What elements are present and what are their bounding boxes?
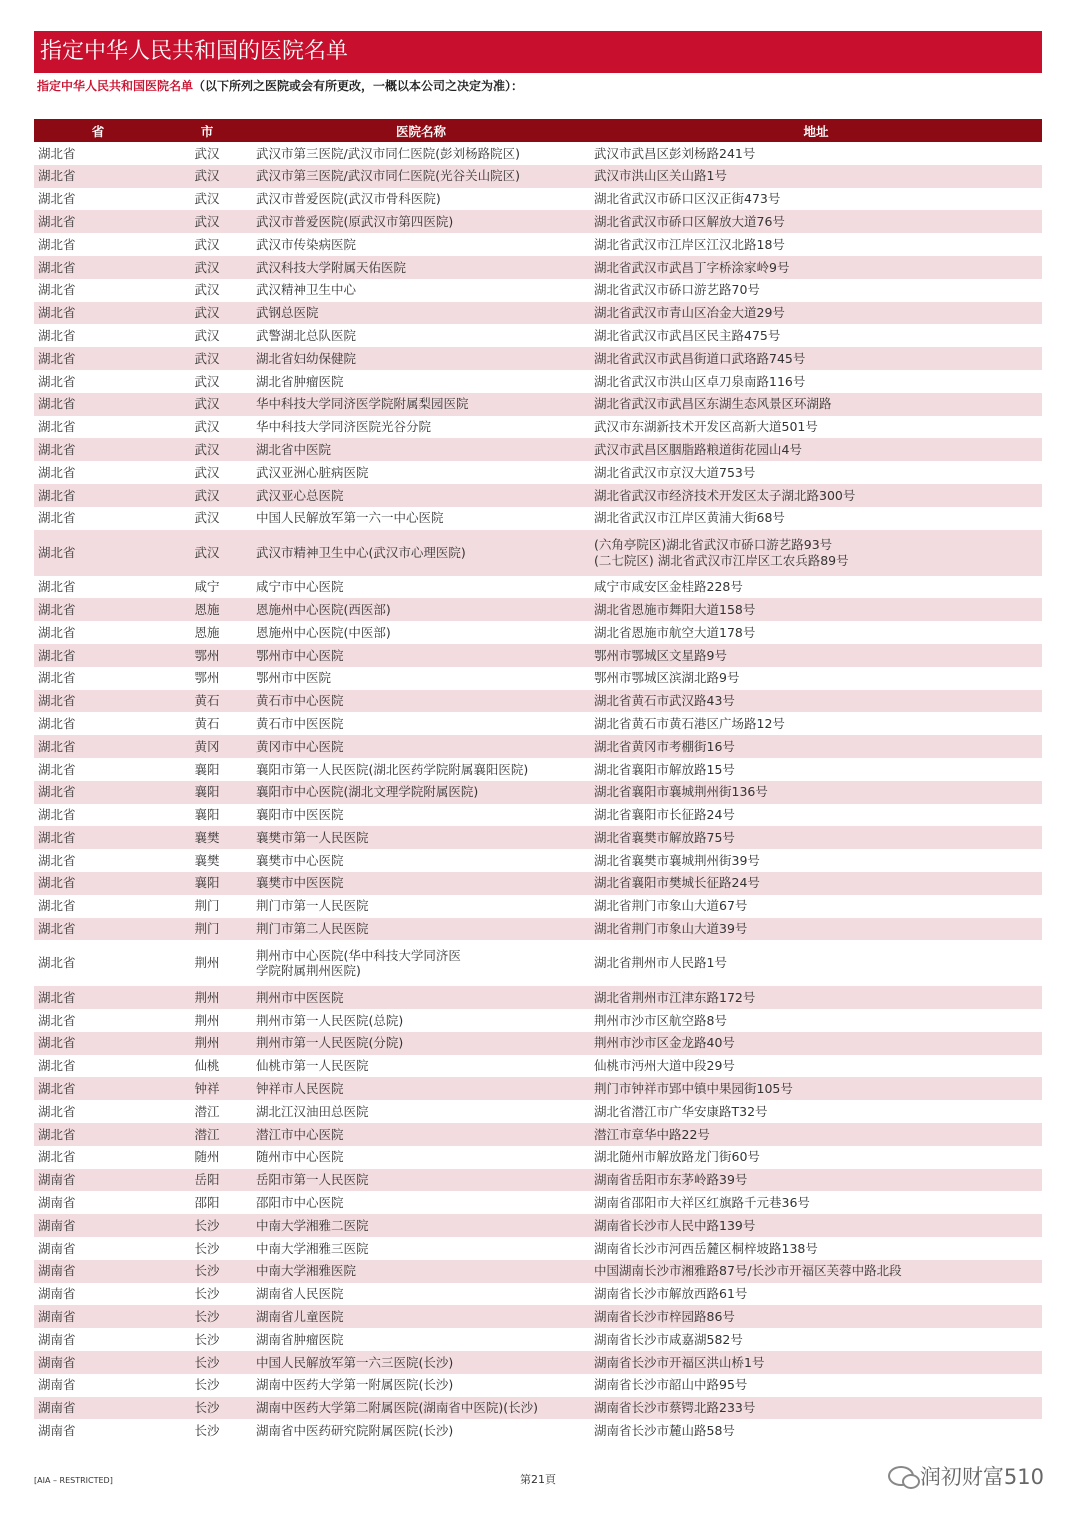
province-cell: 湖南省 [38,1240,76,1256]
address-cell: 湖南省长沙市梓园路86号 [590,1305,1042,1328]
address-cell: 湖北省武汉市洪山区卓刀泉南路116号 [594,373,806,389]
address-cell: 湖南省岳阳市东茅岭路39号 [590,1169,1042,1192]
province-cell: 湖北省 [38,464,76,480]
address-cell: 湖北省潜江市广华安康路T32号 [594,1103,768,1119]
province-cell: 湖北省 [34,530,162,576]
hospital-name-cell: 中南大学湘雅二医院 [252,1214,590,1237]
hospital-name-cell: 中国人民解放军第一六三医院(长沙) [252,1351,590,1374]
province-cell: 湖北省 [38,236,76,252]
table-row [34,1328,1042,1351]
table-header-row [34,119,1042,142]
province-cell: 湖北省 [38,852,76,868]
address-cell: 湖北省武汉市硚口游艺路70号 [594,282,760,298]
hospital-name-cell: 湖南省人民医院 [256,1286,344,1302]
address-cell: 咸宁市咸安区金桂路228号 [594,579,743,595]
table-row [34,324,1042,347]
city-cell: 武汉 [162,484,252,507]
table-row [34,826,1042,849]
province-cell: 湖北省 [34,1123,162,1146]
address-cell: 湖北省黄冈市考棚街16号 [590,735,1042,758]
hospital-name-cell: 湖南中医药大学第一附属医院(长沙) [256,1377,454,1393]
province-cell: 湖北省 [38,624,76,640]
address-cell: 湖北省武汉市江岸区黄浦大街68号 [594,510,785,526]
table-row [34,895,1042,918]
province-cell: 湖北省 [34,1077,162,1100]
address-cell: 湖南省长沙市河西岳麓区桐梓坡路138号 [594,1240,818,1256]
hospital-name-cell: 鄂州市中心医院 [252,644,590,667]
province-cell: 湖北省 [38,1149,76,1165]
table-row [34,735,1042,758]
table-row [34,644,1042,667]
city-cell: 仙桃 [194,1058,220,1074]
table-row [34,393,1042,416]
province-cell: 湖北省 [38,145,76,161]
hospital-name-cell: 中国人民解放军第一六一中心医院 [256,510,444,526]
province-cell: 湖南省 [34,1305,162,1328]
table-row [34,940,1042,986]
city-cell: 长沙 [194,1286,220,1302]
address-cell: 湖南省长沙市韶山中路95号 [594,1377,748,1393]
city-cell: 襄阳 [162,781,252,804]
watermark [888,1461,1044,1491]
province-cell: 湖北省 [34,302,162,325]
province-cell: 湖北省 [34,598,162,621]
table-row [34,918,1042,941]
hospital-name-cell: 岳阳市第一人民医院 [252,1169,590,1192]
table-row [34,1374,1042,1397]
table-row [34,188,1042,211]
hospital-name-cell: 湖南中医药大学第二附属医院(湖南省中医院)(长沙) [252,1397,590,1420]
hospital-name-cell: 华中科技大学同济医学院附属梨园医院 [252,393,590,416]
city-cell: 武汉 [194,464,220,480]
address-cell: 武汉市武昌区彭刘杨路241号 [594,145,756,161]
province-cell: 湖北省 [34,210,162,233]
hospital-name-cell: 荆门市第二人民医院 [252,918,590,941]
address-cell: 湖北省武汉市武昌丁字桥涂家岭9号 [590,256,1042,279]
table-row [34,1351,1042,1374]
hospital-name-cell: 邵阳市中心医院 [256,1195,344,1211]
address-cell: 湖北省荆州市江津东路172号 [590,986,1042,1009]
header-address: 地址 [590,119,1042,142]
hospital-name-cell: 湖南省儿童医院 [252,1305,590,1328]
table-row [34,507,1042,530]
city-cell: 长沙 [162,1397,252,1420]
table-row [34,530,1042,576]
table-row [34,1419,1042,1442]
province-cell: 湖北省 [38,191,76,207]
city-cell: 潜江 [162,1123,252,1146]
watermark-text: 润初财富510 [919,1465,1044,1489]
province-cell: 湖北省 [38,670,76,686]
city-cell: 武汉 [194,327,220,343]
table-row [34,849,1042,872]
city-cell: 长沙 [162,1351,252,1374]
hospital-name-cell: 武汉市传染病医院 [256,236,357,252]
province-cell: 湖北省 [38,1012,76,1028]
hospital-name-cell: 黄石市中医医院 [256,715,344,731]
table-row [34,598,1042,621]
city-cell: 恩施 [194,624,220,640]
province-cell: 湖南省 [34,1397,162,1420]
hospital-name-cell: 武汉亚心总医院 [252,484,590,507]
hospital-name-cell: 荆门市第一人民医院 [256,898,369,914]
table-row [34,690,1042,713]
table-row [34,1305,1042,1328]
city-cell: 荆州 [194,955,220,971]
province-cell: 湖北省 [34,393,162,416]
table-row [34,1077,1042,1100]
hospital-name-cell: 荆州市第一人民医院(总院) [256,1012,404,1028]
hospital-name-cell: 襄阳市中心医院(湖北文理学院附属医院) [252,781,590,804]
subtitle [37,77,523,94]
subtitle-note: （以下所列之医院或会有所更改，一概以本公司之决定为准）： [193,79,524,93]
hospital-name-cell: 武汉市普爱医院(武汉市骨科医院) [256,191,441,207]
address-cell: 荆门市钟祥市郢中镇中果园街105号 [590,1077,1042,1100]
hospital-name-cell: 襄樊市中医医院 [252,872,590,895]
province-cell: 湖北省 [34,484,162,507]
city-cell: 长沙 [194,1240,220,1256]
province-cell: 湖南省 [34,1169,162,1192]
city-cell: 恩施 [162,598,252,621]
hospital-name-cell: 襄阳市第一人民医院(湖北医药学院附属襄阳医院) [256,761,529,777]
address-cell: (六角亭院区)湖北省武汉市硚口游艺路93号 (二七院区) 湖北省武汉市江岸区工农兵路89号 [590,530,1042,576]
city-cell: 长沙 [194,1331,220,1347]
address-cell: 湖南省长沙市解放西路61号 [594,1286,748,1302]
table-row [34,1214,1042,1237]
address-cell: 湖北省荆门市象山大道67号 [594,898,748,914]
hospital-name-cell: 潜江市中心医院 [252,1123,590,1146]
hospital-name-cell: 黄冈市中心医院 [252,735,590,758]
table-row [34,347,1042,370]
address-cell: 湖南省长沙市开福区洪山桥1号 [590,1351,1042,1374]
hospital-name-cell: 恩施州中心医院(西医部) [252,598,590,621]
address-cell: 湖北省武汉市硚口区汉正街473号 [594,191,781,207]
address-cell: 湖北省武汉市经济技术开发区太子湖北路300号 [590,484,1042,507]
province-cell: 湖南省 [34,1260,162,1283]
table-row [34,576,1042,599]
city-cell: 襄阳 [194,807,220,823]
address-cell: 湖北省襄樊市解放路75号 [590,826,1042,849]
city-cell: 邵阳 [194,1195,220,1211]
address-cell: 湖南省长沙市咸嘉湖582号 [594,1331,743,1347]
city-cell: 钟祥 [162,1077,252,1100]
table-row [34,461,1042,484]
city-cell: 黄冈 [162,735,252,758]
address-cell: 湖北省武汉市江岸区江汉北路18号 [594,236,785,252]
city-cell: 鄂州 [194,670,220,686]
city-cell: 潜江 [194,1103,220,1119]
hospital-name-cell: 襄樊市中心医院 [256,852,344,868]
city-cell: 荆州 [162,1032,252,1055]
table-row [34,484,1042,507]
city-cell: 襄阳 [162,872,252,895]
city-cell: 长沙 [162,1260,252,1283]
table-row [34,986,1042,1009]
address-cell: 湖北省荆州市人民路1号 [594,955,727,971]
province-cell: 湖南省 [38,1195,76,1211]
address-cell: 湖北省武汉市京汉大道753号 [594,464,756,480]
city-cell: 长沙 [162,1305,252,1328]
hospital-name-cell: 恩施州中心医院(中医部) [256,624,391,640]
header-province: 省 [34,119,162,142]
address-cell: 鄂州市鄂城区文星路9号 [590,644,1042,667]
hospital-name-cell: 湖北江汉油田总医院 [256,1103,369,1119]
table-row [34,1009,1042,1032]
table-row [34,1032,1042,1055]
province-cell: 湖北省 [34,256,162,279]
province-cell: 湖北省 [34,1032,162,1055]
address-cell: 湖北省武汉市青山区冶金大道29号 [590,302,1042,325]
city-cell: 武汉 [194,236,220,252]
wechat-icon [888,1466,914,1486]
address-cell: 荆州市沙市区金龙路40号 [590,1032,1042,1055]
province-cell: 湖北省 [34,347,162,370]
table-row [34,210,1042,233]
city-cell: 武汉 [162,438,252,461]
hospital-name-cell: 随州市中心医院 [256,1149,344,1165]
hospital-name-cell: 湖北省肿瘤医院 [256,373,344,389]
province-cell: 湖北省 [38,955,76,971]
address-cell: 湖南省长沙市蔡锷北路233号 [590,1397,1042,1420]
header-city: 市 [162,119,252,142]
city-cell: 武汉 [162,302,252,325]
hospital-name-cell: 中南大学湘雅三医院 [256,1240,369,1256]
hospital-name-cell: 仙桃市第一人民医院 [256,1058,369,1074]
province-cell: 湖北省 [34,872,162,895]
address-cell: 武汉市武昌区胭脂路粮道街花园山4号 [590,438,1042,461]
table-row [34,1397,1042,1420]
province-cell: 湖北省 [38,579,76,595]
header-hospital-name: 医院名称 [252,119,590,142]
city-cell: 武汉 [162,530,252,576]
address-cell: 湖北省襄阳市襄城荆州街136号 [590,781,1042,804]
city-cell: 武汉 [162,210,252,233]
table-row [34,256,1042,279]
city-cell: 长沙 [194,1377,220,1393]
city-cell: 武汉 [194,510,220,526]
province-cell: 湖北省 [34,735,162,758]
province-cell: 湖北省 [34,438,162,461]
city-cell: 长沙 [162,1214,252,1237]
classification-label: [AIA – RESTRICTED] [34,1476,113,1485]
city-cell: 长沙 [194,1423,220,1439]
hospital-table [34,119,1042,1442]
address-cell: 武汉市洪山区关山路1号 [590,165,1042,188]
hospital-name-cell: 武警湖北总队医院 [256,327,357,343]
province-cell: 湖北省 [38,1058,76,1074]
table-row [34,781,1042,804]
hospital-name-cell: 湖北省妇幼保健院 [252,347,590,370]
city-cell: 随州 [194,1149,220,1165]
city-cell: 荆州 [194,1012,220,1028]
hospital-name-cell: 湖南省中医药研究院附属医院(长沙) [256,1423,454,1439]
province-cell: 湖北省 [38,898,76,914]
city-cell: 襄樊 [194,852,220,868]
hospital-name-cell: 湖北省中医院 [252,438,590,461]
city-cell: 武汉 [194,373,220,389]
address-cell: 湖北省恩施市舞阳大道158号 [590,598,1042,621]
subtitle-highlight: 指定中华人民共和国医院名单 [37,79,194,93]
address-cell: 湖北随州市解放路龙门街60号 [594,1149,760,1165]
city-cell: 咸宁 [194,579,220,595]
hospital-name-cell: 黄石市中心医院 [252,690,590,713]
province-cell: 湖北省 [38,373,76,389]
address-cell: 湖南省邵阳市大祥区红旗路千元巷36号 [594,1195,810,1211]
hospital-name-cell: 中南大学湘雅医院 [252,1260,590,1283]
city-cell: 武汉 [194,282,220,298]
city-cell: 武汉 [162,256,252,279]
table-row [34,438,1042,461]
address-cell: 荆州市沙市区航空路8号 [594,1012,727,1028]
address-cell: 湖南省长沙市麓山路58号 [594,1423,735,1439]
hospital-name-cell: 荆州市中医医院 [252,986,590,1009]
table-row [34,1123,1042,1146]
address-cell: 湖北省武汉市武昌区东湖生态风景区环湖路 [590,393,1042,416]
address-cell: 湖北省襄樊市襄城荆州街39号 [594,852,760,868]
hospital-name-cell: 襄阳市中医医院 [256,807,344,823]
table-row [34,1260,1042,1283]
province-cell: 湖南省 [38,1423,76,1439]
table-row [34,370,1042,393]
province-cell: 湖北省 [34,918,162,941]
city-cell: 岳阳 [162,1169,252,1192]
table-row [34,416,1042,439]
table-row [34,804,1042,827]
table-row [34,302,1042,325]
city-cell: 襄阳 [194,761,220,777]
hospital-name-cell: 华中科技大学同济医院光谷分院 [256,419,432,435]
table-row [34,1169,1042,1192]
province-cell: 湖北省 [38,807,76,823]
address-cell: 湖北省武汉市硚口区解放大道76号 [590,210,1042,233]
address-cell: 武汉市东湖新技术开发区高新大道501号 [594,419,818,435]
province-cell: 湖北省 [38,1103,76,1119]
province-cell: 湖北省 [38,510,76,526]
city-cell: 黄石 [162,690,252,713]
address-cell: 中国湖南长沙市湘雅路87号/长沙市开福区芙蓉中路北段 [590,1260,1042,1283]
hospital-name-cell: 武汉亚洲心脏病医院 [256,464,369,480]
table-row [34,1237,1042,1260]
table-row [34,142,1042,165]
table-row [34,1146,1042,1169]
province-cell: 湖南省 [38,1331,76,1347]
province-cell: 湖北省 [38,419,76,435]
province-cell: 湖北省 [38,282,76,298]
province-cell: 湖北省 [34,986,162,1009]
hospital-name-cell: 武钢总医院 [252,302,590,325]
address-cell: 湖北省黄石市武汉路43号 [590,690,1042,713]
table-row [34,712,1042,735]
city-cell: 鄂州 [162,644,252,667]
province-cell: 湖北省 [34,690,162,713]
province-cell: 湖北省 [34,165,162,188]
province-cell: 湖北省 [34,644,162,667]
table-row [34,165,1042,188]
province-cell: 湖北省 [38,761,76,777]
hospital-name-cell: 湖南省肿瘤医院 [256,1331,344,1347]
hospital-name-cell: 鄂州市中医院 [256,670,332,686]
city-cell: 武汉 [162,165,252,188]
address-cell: 湖北省襄阳市长征路24号 [594,807,735,823]
province-cell: 湖南省 [38,1286,76,1302]
city-cell: 武汉 [162,393,252,416]
address-cell: 潜江市章华中路22号 [590,1123,1042,1146]
table-row [34,1100,1042,1123]
address-cell: 湖北省武汉市武昌区民主路475号 [594,327,781,343]
hospital-name-cell: 武汉科技大学附属天佑医院 [252,256,590,279]
table-row [34,1283,1042,1306]
city-cell: 荆门 [194,898,220,914]
province-cell: 湖南省 [38,1377,76,1393]
province-cell: 湖南省 [34,1351,162,1374]
hospital-name-cell: 武汉市精神卫生中心(武汉市心理医院) [252,530,590,576]
hospital-name-cell: 荆州市中心医院(华中科技大学同济医 学院附属荆州医院) [256,947,461,979]
city-cell: 黄石 [194,715,220,731]
hospital-name-cell: 荆州市第一人民医院(分院) [252,1032,590,1055]
page-title: 指定中华人民共和国的医院名单 [34,31,1042,73]
hospital-name-cell: 武汉市普爱医院(原武汉市第四医院) [252,210,590,233]
province-cell: 湖北省 [38,327,76,343]
table-row [34,279,1042,302]
table-row [34,233,1042,256]
city-cell: 武汉 [194,191,220,207]
hospital-name-cell: 钟祥市人民医院 [252,1077,590,1100]
address-cell: 湖北省武汉市武昌街道口武珞路745号 [590,347,1042,370]
hospital-name-cell: 襄樊市第一人民医院 [252,826,590,849]
city-cell: 襄樊 [162,826,252,849]
table-row [34,1055,1042,1078]
address-cell: 鄂州市鄂城区滨湖北路9号 [594,670,740,686]
address-cell: 湖北省黄石市黄石港区广场路12号 [594,715,785,731]
city-cell: 武汉 [162,347,252,370]
province-cell: 湖北省 [34,826,162,849]
table-row [34,621,1042,644]
address-cell: 湖南省长沙市人民中路139号 [590,1214,1042,1237]
address-cell: 湖北省襄阳市解放路15号 [594,761,735,777]
address-cell: 湖北省荆门市象山大道39号 [590,918,1042,941]
table-row [34,1191,1042,1214]
province-cell: 湖南省 [34,1214,162,1237]
address-cell: 湖北省襄阳市樊城长征路24号 [590,872,1042,895]
city-cell: 荆州 [162,986,252,1009]
hospital-name-cell: 武汉市第三医院/武汉市同仁医院(光谷关山院区) [252,165,590,188]
city-cell: 武汉 [194,145,220,161]
hospital-name-cell: 武汉市第三医院/武汉市同仁医院(彭刘杨路院区) [256,145,520,161]
table-row [34,758,1042,781]
page-number: 第21頁 [520,1473,556,1486]
table-row [34,872,1042,895]
province-cell: 湖北省 [38,715,76,731]
table-row [34,667,1042,690]
province-cell: 湖北省 [34,781,162,804]
city-cell: 武汉 [194,419,220,435]
city-cell: 荆门 [162,918,252,941]
address-cell: 仙桃市沔州大道中段29号 [594,1058,735,1074]
address-cell: 湖北省恩施市航空大道178号 [594,624,756,640]
hospital-name-cell: 武汉精神卫生中心 [256,282,357,298]
hospital-name-cell: 咸宁市中心医院 [256,579,344,595]
